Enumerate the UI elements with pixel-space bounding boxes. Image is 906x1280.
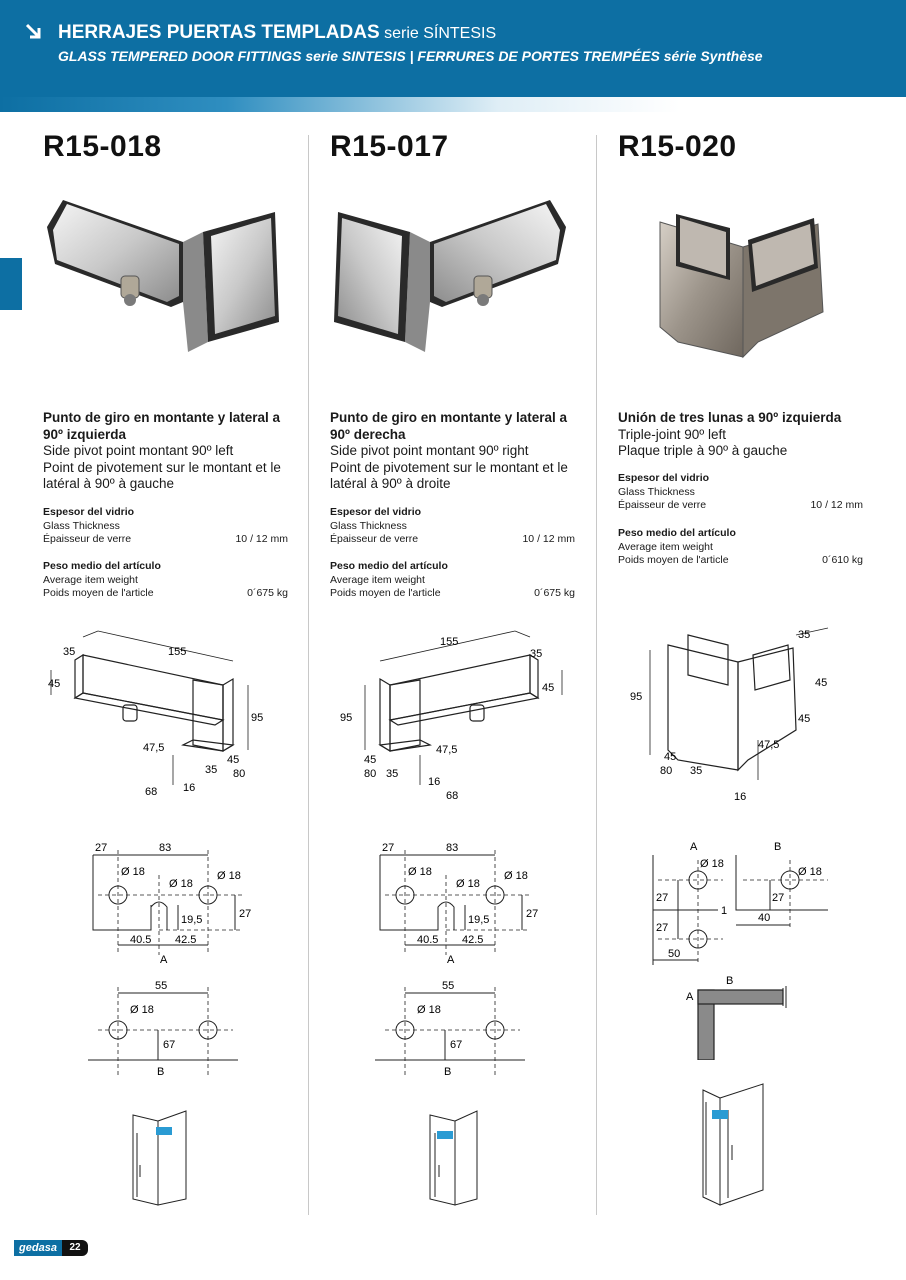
section-label: A xyxy=(447,954,455,966)
dim-d3: Ø 18 xyxy=(504,870,528,882)
dim-i: 16 xyxy=(428,776,441,788)
dim-e: 47,5 xyxy=(143,742,165,754)
fitting-highlight xyxy=(712,1110,728,1119)
dim-j: 68 xyxy=(446,790,459,802)
dim-h2: 27 xyxy=(526,908,539,920)
product-description: Punto de giro en montante y lateral a 90º izquierda Side pivot point montant 90º left Point de pivotement sur le montant et le latéral à 90º à gauche xyxy=(43,410,281,491)
page-number: 22 xyxy=(62,1240,88,1256)
dimension-drawing xyxy=(618,620,868,810)
product-code: R15-018 xyxy=(43,130,162,163)
dim-e: 47,5 xyxy=(436,744,458,756)
dim-a: 155 xyxy=(440,636,459,648)
dim-d1: Ø 18 xyxy=(121,866,145,878)
dim-w: 55 xyxy=(442,980,455,992)
product-column-r15-017 xyxy=(330,130,580,1078)
dim-d1: Ø 18 xyxy=(408,866,432,878)
dim-w1: 27 xyxy=(382,842,395,854)
dim-f: 45 xyxy=(227,754,240,766)
column-divider xyxy=(596,135,597,1215)
installation-sketch xyxy=(128,1105,198,1215)
hole-pattern-ab xyxy=(648,835,863,970)
dimension-drawing xyxy=(43,625,293,805)
dim-d: 45 xyxy=(798,713,811,725)
dim-b: 155 xyxy=(168,646,187,658)
section-side-tab xyxy=(0,258,22,310)
column-divider xyxy=(308,135,309,1215)
dim-x2: 42.5 xyxy=(462,934,484,946)
hole-pattern-b xyxy=(83,975,288,1080)
dim-c: 45 xyxy=(542,682,555,694)
fitting-highlight xyxy=(437,1131,453,1139)
dim-g: 80 xyxy=(364,768,377,780)
dim-c: 45 xyxy=(48,678,61,690)
dim-d3: Ø 18 xyxy=(217,870,241,882)
item-weight-spec: Peso medio del artículo Average item weight Poids moyen de l'article 0´675 kg xyxy=(43,560,288,599)
label-b: B xyxy=(726,975,734,987)
dim-d: 95 xyxy=(251,712,264,724)
dimension-drawing xyxy=(330,625,580,805)
dim-w1: 27 xyxy=(95,842,108,854)
dim-w2: 83 xyxy=(159,842,172,854)
dim-f: 45 xyxy=(664,751,677,763)
product-photo xyxy=(43,192,283,367)
dim-c: 95 xyxy=(630,691,643,703)
brand-logo: gedasa xyxy=(14,1240,62,1256)
hole-pattern-a xyxy=(83,835,288,970)
product-column-r15-018 xyxy=(43,130,293,1078)
dim-h2: 27 xyxy=(656,922,669,934)
section-label: B xyxy=(444,1066,452,1078)
product-description: Unión de tres lunas a 90º izquierda Triple-joint 90º left Plaque triple à 90º à gauche xyxy=(618,410,842,458)
installation-sketch xyxy=(698,1080,788,1210)
dim-h1: 19,5 xyxy=(468,914,490,926)
dim-b: 35 xyxy=(530,648,543,660)
arrow-down-right-icon xyxy=(24,22,44,42)
dim-h: 35 xyxy=(386,768,399,780)
label-b: B xyxy=(774,841,782,853)
dim-i: 68 xyxy=(145,786,158,798)
label-a: A xyxy=(690,841,698,853)
glass-thickness-spec: Espesor del vidrio Glass Thickness Épaisseur de verre 10 / 12 mm xyxy=(330,506,575,545)
item-weight-spec: Peso medio del artículo Average item weight Poids moyen de l'article 0´675 kg xyxy=(330,560,575,599)
dim-one: 1 xyxy=(721,905,728,917)
dim-f: 45 xyxy=(364,754,377,766)
product-code: R15-017 xyxy=(330,130,449,163)
dim-h1: 27 xyxy=(656,892,669,904)
dim-h3: 27 xyxy=(772,892,785,904)
dim-g: 35 xyxy=(205,764,218,776)
dim-j: 16 xyxy=(183,782,196,794)
dim-d: Ø 18 xyxy=(130,1004,154,1016)
dim-x2: 42.5 xyxy=(175,934,197,946)
item-weight-spec: Peso medio del artículo Average item weight Poids moyen de l'article 0´610 kg xyxy=(618,527,863,566)
section-view xyxy=(678,970,818,1060)
dim-d1: Ø 18 xyxy=(700,858,724,870)
product-description: Punto de giro en montante y lateral a 90º derecha Side pivot point montant 90º right Point de pivotement sur le montant et le latéral à 90º à droite xyxy=(330,410,568,491)
dim-h: 67 xyxy=(163,1039,176,1051)
dim-d2: Ø 18 xyxy=(798,866,822,878)
fitting-highlight xyxy=(156,1127,172,1135)
dim-h: 35 xyxy=(690,765,703,777)
dim-g: 80 xyxy=(660,765,673,777)
dim-h: 67 xyxy=(450,1039,463,1051)
header-gradient-strip xyxy=(0,97,906,112)
dim-w: 55 xyxy=(155,980,168,992)
dim-a: 35 xyxy=(63,646,76,658)
product-code: R15-020 xyxy=(618,130,737,163)
dim-b: 45 xyxy=(815,677,828,689)
dim-x1: 40.5 xyxy=(130,934,152,946)
dim-d2: Ø 18 xyxy=(169,878,193,890)
dim-h: 80 xyxy=(233,768,246,780)
section-label: B xyxy=(157,1066,165,1078)
dim-w2: 83 xyxy=(446,842,459,854)
dim-a: 35 xyxy=(798,629,811,641)
label-a: A xyxy=(686,991,694,1003)
section-label: A xyxy=(160,954,168,966)
dim-w2: 40 xyxy=(758,912,771,924)
product-photo xyxy=(618,192,858,367)
dim-e: 47,5 xyxy=(758,739,780,751)
dim-x1: 40.5 xyxy=(417,934,439,946)
product-column-r15-020 xyxy=(618,130,868,1003)
glass-thickness-spec: Espesor del vidrio Glass Thickness Épaisseur de verre 10 / 12 mm xyxy=(43,506,288,545)
hole-pattern-a xyxy=(370,835,575,970)
dim-d: 95 xyxy=(340,712,353,724)
dim-h1: 19,5 xyxy=(181,914,203,926)
dim-d2: Ø 18 xyxy=(456,878,480,890)
dim-i: 16 xyxy=(734,791,747,803)
page-subtitle: GLASS TEMPERED DOOR FITTINGS serie SINTESIS | FERRURES DE PORTES TREMPÉES série Synthèse xyxy=(58,48,763,64)
dim-d: Ø 18 xyxy=(417,1004,441,1016)
page-title: HERRAJES PUERTAS TEMPLADAS serie SÍNTESIS xyxy=(58,22,497,43)
dim-h2: 27 xyxy=(239,908,252,920)
hole-pattern-b xyxy=(370,975,575,1080)
installation-sketch xyxy=(425,1105,495,1215)
product-photo xyxy=(330,192,570,367)
dim-w1: 50 xyxy=(668,948,681,960)
glass-thickness-spec: Espesor del vidrio Glass Thickness Épaisseur de verre 10 / 12 mm xyxy=(618,472,863,511)
